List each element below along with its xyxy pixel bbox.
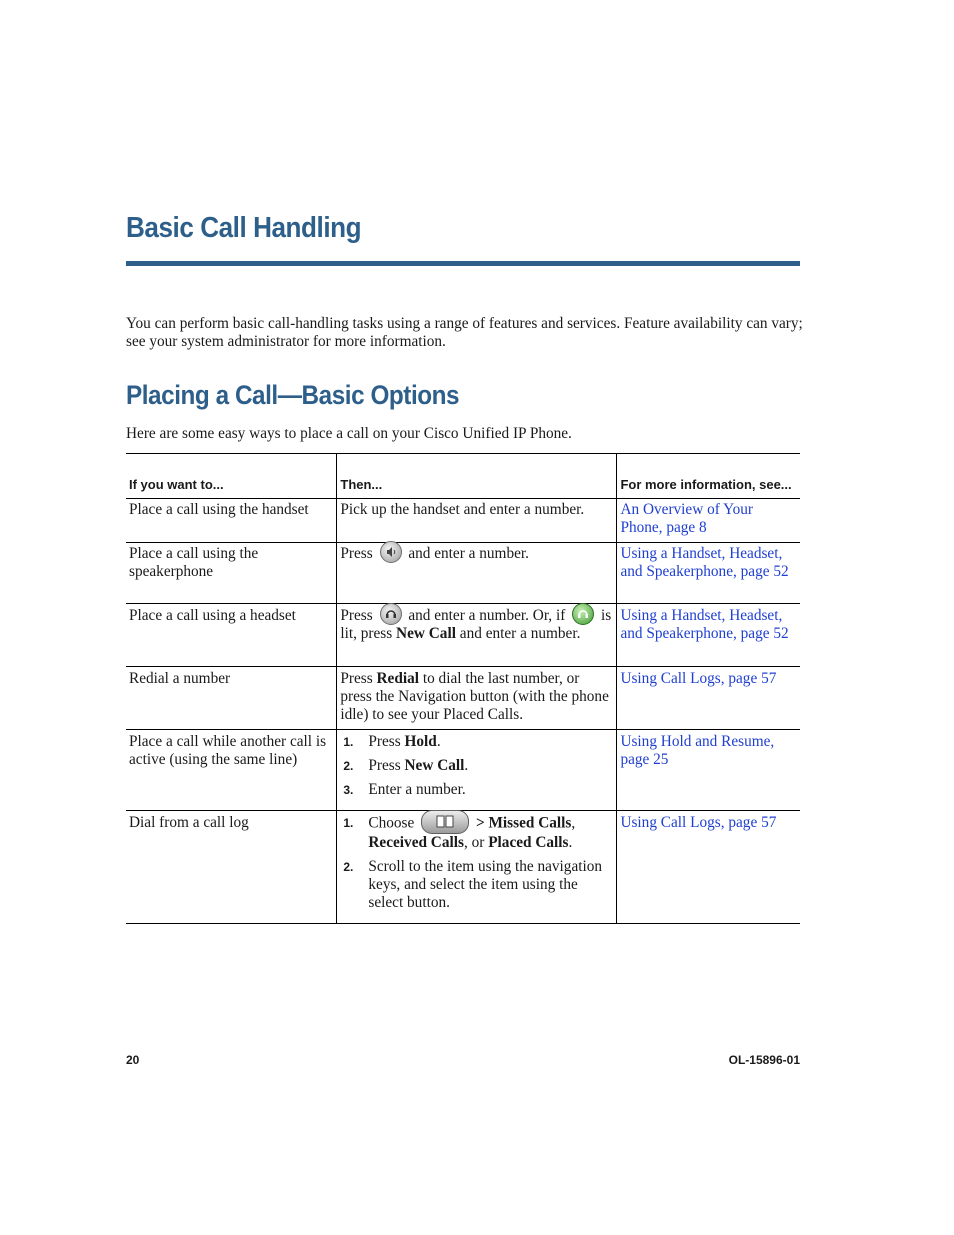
table-row (126, 730, 800, 811)
table-row (126, 667, 800, 730)
cell-want: Place a call using the handset (129, 501, 309, 518)
cell-then: Pick up the handset and enter a number. (337, 499, 617, 543)
cell-want: Place a call while another call is active (using the same line) (129, 733, 327, 768)
steps-list (340, 814, 613, 912)
directories-icon (421, 810, 469, 834)
headset-lit-icon (572, 603, 594, 625)
cell-want: Dial from a call log (129, 814, 249, 831)
list-item: 2. Press New Call. (343, 757, 469, 774)
list-item: 3. Enter a number. (343, 781, 466, 798)
cell-want: Place a call using a headset (129, 607, 296, 624)
lead-paragraph: Here are some easy ways to place a call on your Cisco Unified IP Phone. (126, 425, 572, 442)
intro-paragraph: You can perform basic call-handling tasks using a range of features and services. Feature availability can vary; see your system administrator for more information. (126, 315, 803, 350)
chapter-title: Basic Call Handling (126, 212, 362, 244)
cell-want: Redial a number (129, 670, 231, 687)
cell-then (337, 811, 617, 924)
list-item: 2. Scroll to the item using the navigation keys, and select the item using the select button. (343, 858, 603, 911)
cell-then: Press and enter a number. (337, 543, 617, 604)
link-handset-headset[interactable]: Using a Handset, Headset, and Speakerphone, page 52 (620, 607, 789, 642)
cell-want: Place a call using the speakerphone (129, 545, 259, 580)
header-then: Then... (337, 454, 617, 499)
section-title: Placing a Call—Basic Options (126, 380, 460, 410)
document-id: OL-15896-01 (728, 1053, 800, 1067)
cell-then: Press and enter a number. Or, if is lit, press New Call and enter a number. (337, 604, 617, 667)
page-number: 20 (126, 1053, 140, 1067)
link-handset-headset[interactable]: Using a Handset, Headset, and Speakerphone, page 52 (620, 545, 789, 580)
cell-then (337, 730, 617, 811)
headset-icon (380, 603, 402, 625)
link-call-logs[interactable]: Using Call Logs, page 57 (620, 814, 777, 831)
cell-then: Press Redial to dial the last number, or press the Navigation button (with the phone idle) to see your Placed Calls. (337, 667, 617, 730)
list-item: 1. Press Hold. (343, 733, 441, 750)
title-rule (126, 261, 800, 266)
link-hold-resume[interactable]: Using Hold and Resume, page 25 (620, 733, 775, 768)
call-options-table (126, 453, 800, 924)
table-row (126, 499, 800, 543)
table-header-row (126, 454, 800, 499)
steps-list (340, 733, 613, 799)
link-overview[interactable]: An Overview of Your Phone, page 8 (620, 501, 754, 536)
table-row (126, 604, 800, 667)
table-row (126, 543, 800, 604)
table-row (126, 811, 800, 924)
link-call-logs[interactable]: Using Call Logs, page 57 (620, 670, 777, 687)
speaker-icon (380, 541, 402, 563)
header-more-info: For more information, see... (620, 477, 792, 492)
header-if-you-want: If you want to... (129, 477, 224, 492)
list-item: 1. Choose > Missed Calls, Received Calls, or Placed Calls. (340, 814, 613, 852)
